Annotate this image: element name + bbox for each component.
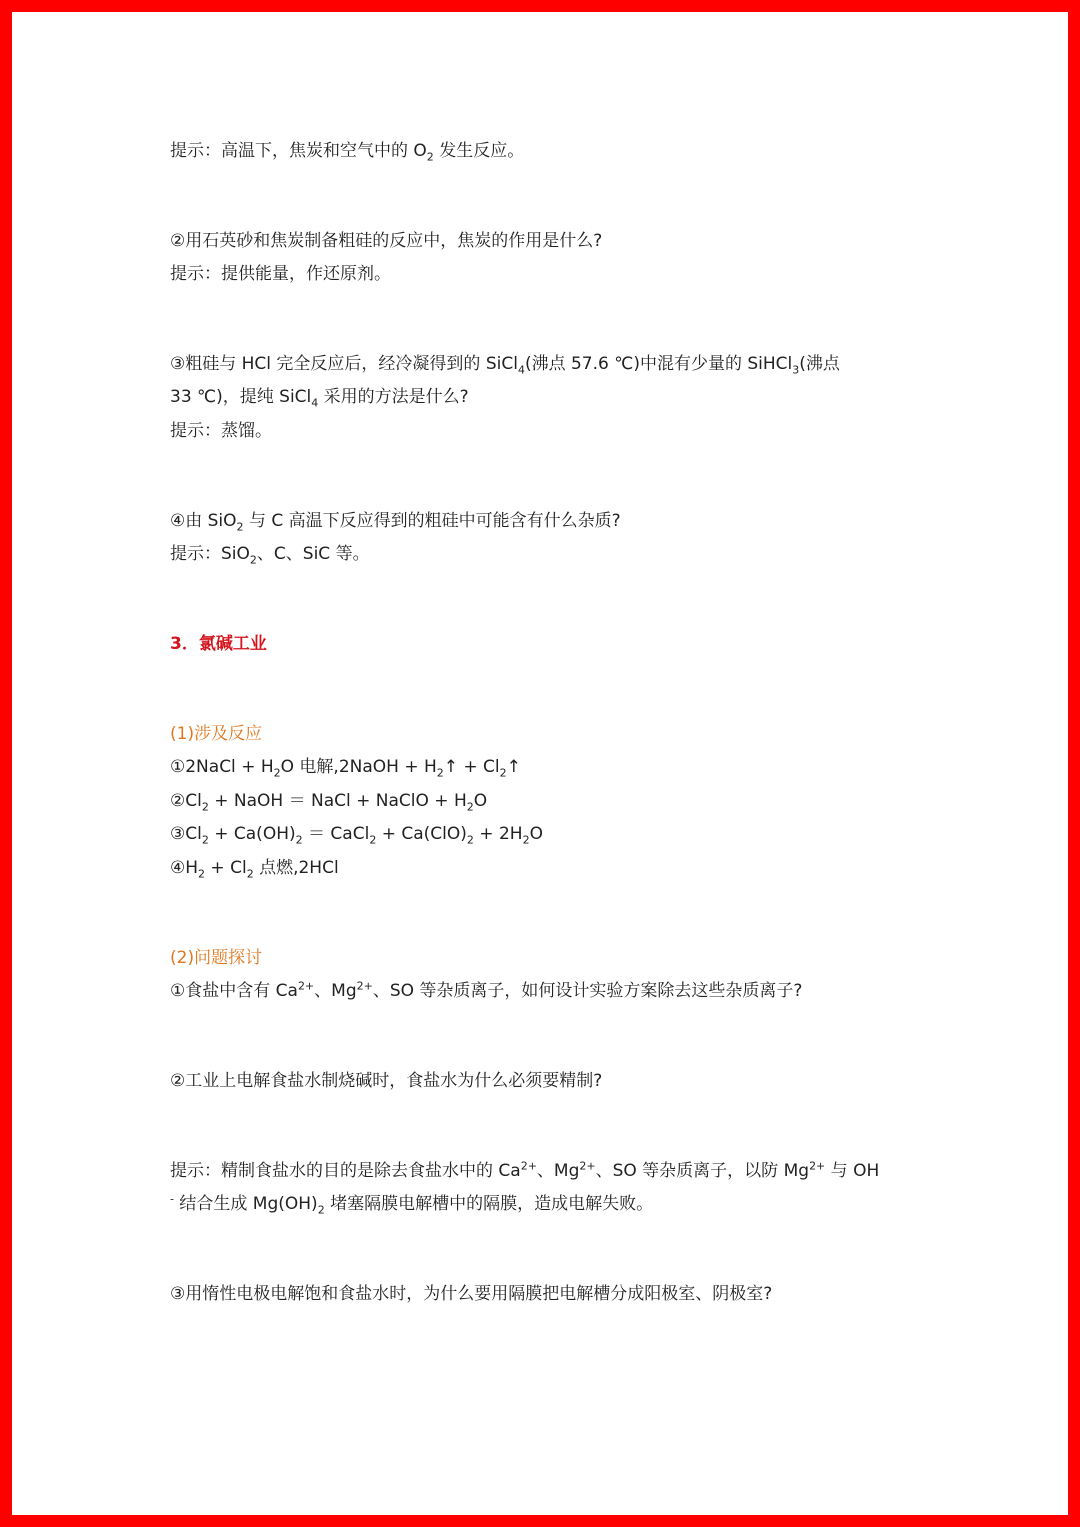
q2-hint: 提示：提供能量，作还原剂。 xyxy=(170,264,391,284)
reaction-3: $③Cl_2 + Ca(OH)_2$ ＝ CaCl$_2$ + $Ca(ClO)_2 + 2H_2O$ xyxy=(170,824,543,847)
reaction-1: ①2NaCl + $H_2O$ 电解,2NaOH + $H_2↑$ + $Cl_2↑$ xyxy=(170,757,521,780)
discussion-q1: ①食盐中含有 $Ca^{2+}$、$Mg^{2+}$、SO 等杂质离子，如何设计实验方案除去这些杂质离子? xyxy=(170,979,803,1001)
q3-question-line2: 33 ℃)，提纯 SiCl$_4$ 采用的方法是什么? xyxy=(170,387,469,410)
q1-hint: 提示：高温下，焦炭和空气中的 $O_2$ 发生反应。 xyxy=(170,141,525,164)
discussion-hint-line2: - 结合生成 $Mg(OH)_2$ 堵塞隔膜电解槽中的隔膜，造成电解失败。 xyxy=(170,1192,654,1217)
subsection-1-title: (1)涉及反应 xyxy=(170,724,263,744)
discussion-q3: ③用惰性电极电解饱和食盐水时，为什么要用隔膜把电解槽分成阳极室、阴极室? xyxy=(170,1284,773,1304)
q2-question: ②用石英砂和焦炭制备粗硅的反应中，焦炭的作用是什么? xyxy=(170,231,603,251)
q3-question-line1: ③粗硅与 HCl 完全反应后，经冷凝得到的 SiCl$_4$(沸点 57.6 ℃)中混有少量的 SiHCl$_3$(沸点 xyxy=(170,354,840,377)
q3-hint: 提示：蒸馏。 xyxy=(170,421,272,441)
q4-question: ④由 SiO$_2$ 与 C 高温下反应得到的粗硅中可能含有什么杂质? xyxy=(170,511,621,534)
discussion-q2: ②工业上电解食盐水制烧碱时，食盐水为什么必须要精制? xyxy=(170,1071,603,1091)
reaction-2: $②Cl_2$ + NaOH ＝ NaCl + NaClO + $H_2O$ xyxy=(170,791,488,814)
section-3-title: 3．氯碱工业 xyxy=(170,634,267,654)
subsection-2-title: (2)问题探讨 xyxy=(170,948,263,968)
discussion-hint-line1: 提示：精制食盐水的目的是除去食盐水中的 $Ca^{2+}$、$Mg^{2+}$、SO 等杂质离子，以防 $Mg^{2+}$ 与 OH xyxy=(170,1159,880,1181)
q4-hint: 提示：SiO$_2$、C、SiC 等。 xyxy=(170,544,370,567)
reaction-4: $④H_2 + Cl_2$ 点燃,2HCl xyxy=(170,858,339,881)
